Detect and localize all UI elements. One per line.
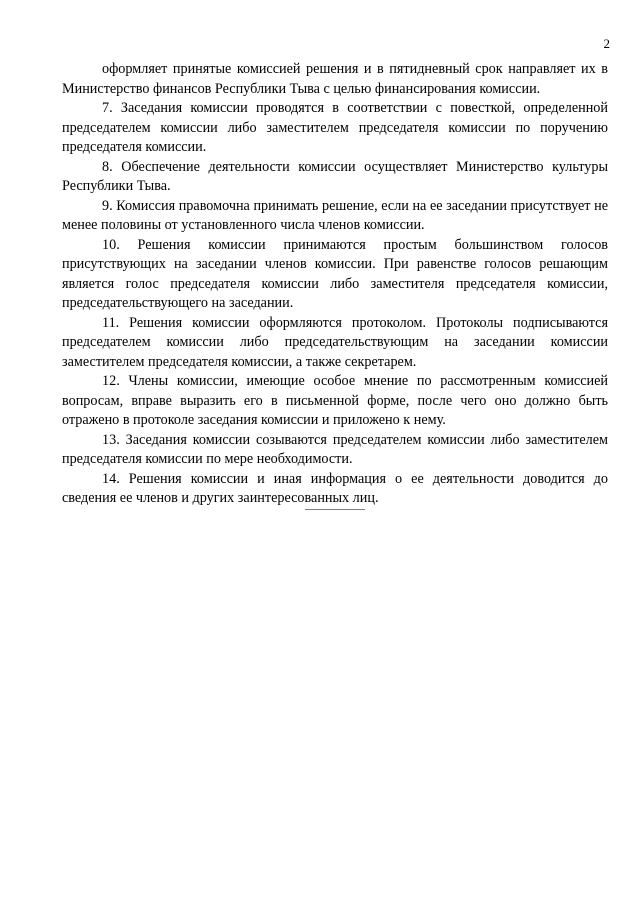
paragraph-9: 9. Комиссия правомочна принимать решение, если на ее заседании присутствует не менее половины от установленного числа членов комиссии. (62, 197, 608, 233)
end-divider-line (305, 509, 365, 510)
document-body (62, 60, 608, 509)
paragraph-12: 12. Члены комиссии, имеющие особое мнение по рассмотренным комиссией вопросам, вправе выразить его в письменной форме, после чего оно должно быть отражено в протоколе заседания комиссии и приложено к нему. (62, 373, 608, 428)
paragraph-14: 14. Решения комиссии и иная информация о ее деятельности доводится до сведения ее членов и других заинтересованных лиц. (62, 470, 608, 506)
paragraph-6-continuation: оформляет принятые комиссией решения и в пятидневный срок направляет их в Министерство финансов Республики Тыва с целью финансирования комиссии. (62, 61, 608, 97)
paragraph-8: 8. Обеспечение деятельности комиссии осуществляет Министерство культуры Республики Тыва. (62, 158, 608, 194)
page-number: 2 (603, 36, 610, 51)
paragraph-7: 7. Заседания комиссии проводятся в соответствии с повесткой, определенной председателем комиссии либо заместителем председателя комиссии по поручению председателя комиссии. (62, 100, 608, 155)
paragraph-13: 13. Заседания комиссии созываются председателем комиссии либо заместителем председателя комиссии по мере необходимости. (62, 431, 608, 467)
paragraph-11: 11. Решения комиссии оформляются протоколом. Протоколы подписываются председателем комиссии либо председательствующим на заседании комиссии заместителем председателя комиссии, а также секретарем. (62, 314, 608, 370)
paragraph-10: 10. Решения комиссии принимаются простым большинством голосов присутствующих на заседании членов комиссии. При равенстве голосов решающим является голос председателя комиссии либо заместителя председателя комиссии, председательствующего на заседании. (62, 236, 608, 311)
